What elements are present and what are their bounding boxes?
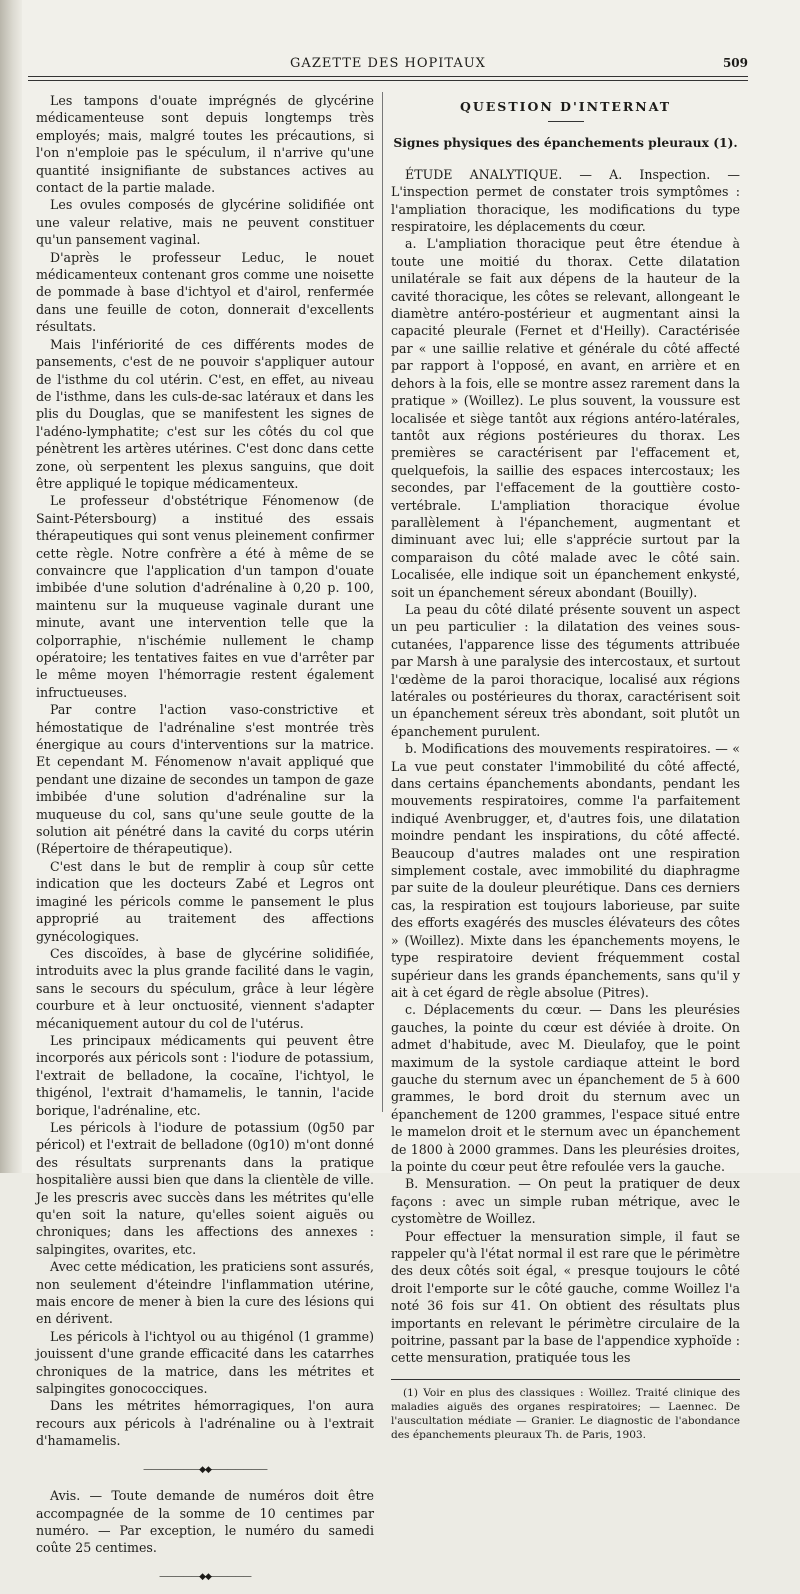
paragraph: La peau du côté dilaté présente souvent un aspect un peu particulier : la dilatation des veines sous-cutanées, l'apparence lisse des téguments attribuée par Marsh à une paralysie des intercostaux, et surtout l'œdème de la paroi thoracique, localisé aux régions latérales ou postérieures du thorax, caractérisent soit un épanchement séreux très abondant, soit plutôt un épanchement purulent.: [391, 601, 740, 739]
paragraph: Les ovules composés de glycérine solidifiée ont une valeur relative, mais ne peuvent constituer qu'un pansement vaginal.: [36, 197, 374, 248]
paragraph: Par contre l'action vaso-constrictive et hémostatique de l'adrénaline s'est montrée très énergique au cours d'interventions sur la matrice. Et cependant M. Fénomenow n'avait appliqué que pendant une dizaine de secondes un tampon de gaze imbibée d'une solution d'adrénaline sur la muqueuse du col, sans qu'une seule goutte de la solution ait pénétré dans la cavité du corps utérin (Répertoire de thérapeutique).: [36, 702, 374, 857]
left-column: [36, 92, 374, 1594]
paragraph: Les principaux médicaments qui peuvent être incorporés aux péricols sont : l'iodure de potassium, l'extrait de belladone, la cocaïne, l'ichtyol, le thigénol, l'extrait d'hamamelis, le tannin, l'acide borique, l'adrénaline, etc.: [36, 1032, 374, 1118]
footnote: (1) Voir en plus des classiques : Woillez. Traité clinique des maladies aiguës des organes respiratoires; — Laennec. De l'auscultation médiate — Granier. Le diagnostic de l'abondance des épanchements pleuraux Th. de Paris, 1903.: [391, 1386, 740, 1441]
right-column: [391, 92, 740, 1442]
paragraph: Ces discoïdes, à base de glycérine solidifiée, introduits avec la plus grande facilité dans le vagin, sans le secours du spéculum, grâce à leur légère courbure et à leur onctuosité, viennent s'adapter mécaniquement autour du col de l'utérus.: [36, 945, 374, 1031]
paragraph: D'après le professeur Leduc, le nouet médicamenteux contenant gros comme une noisette de pommade à base d'ichtyol et d'airol, renfermée dans une feuille de coton, donnerait d'excellents résultats.: [36, 249, 374, 335]
paragraph: Les péricols à l'iodure de potassium (0g50 par péricol) et l'extrait de belladone (0g10) m'ont donné des résultats surprenants dans la pratique hospitalière aussi bien que dans la clientèle de ville. Je les prescris avec succès dans les métrites qu'elle qu'en soit la nature, qu'elles soient aiguës ou chroniques; dans les affections des annexes : salpingites, ovarites, etc.: [36, 1119, 374, 1257]
paragraph: Avec cette médication, les praticiens sont assurés, non seulement d'éteindre l'inflammation utérine, mais encore de mener à bien la cure des lésions qui en dérivent.: [36, 1259, 374, 1327]
header-rule-thin: [28, 80, 748, 81]
paragraph: c. Déplacements du cœur. — Dans les pleurésies gauches, la pointe du cœur est déviée à droite. On admet d'habitude, avec M. Dieulafoy, que le point maximum de la systole cardiaque atteint le bord gauche du sternum avec un épanchement de 5 à 600 grammes, le bord droit du sternum avec un épanchement de 1200 grammes, l'espace situé entre le mamelon droit et le sternum avec un épanchement de 1800 à 2000 grammes. Dans les pleurésies droites, la pointe du cœur peut être refoulée vers la gauche.: [391, 1002, 740, 1174]
paragraph: Dans les métrites hémorragiques, l'on aura recours aux péricols à l'adrénaline ou à l'extrait d'hamamelis.: [36, 1398, 374, 1449]
column-divider: [382, 92, 383, 1112]
paragraph: Les péricols à l'ichtyol ou au thigénol (1 gramme) jouissent d'une grande efficacité dans les catarrhes chroniques de la matrice, dans les métrites et salpingites gonococciques.: [36, 1328, 374, 1397]
paragraph: Le professeur d'obstétrique Fénomenow (de Saint-Pétersbourg) a institué des essais thérapeutiques qui sont venus pleinement confirmer cette règle. Notre confrère a été à même de se convaincre que l'application d'un tampon d'ouate imbibée d'une solution d'adrénaline à 0,20 p. 100, maintenu sur la muqueuse vaginale durant une minute, avant une intervention telle que la colporraphie, n'ischémie nullement le champ opératoire; les tentatives faites en vue d'arrêter par le même moyen l'hémorragie restent également infructueuses.: [36, 493, 374, 700]
paragraph: b. Modifications des mouvements respiratoires. — « La vue peut constater l'immobilité du côté affecté, dans certains épanchements abondants, pendant les mouvements respiratoires, comme l'a parfaitement indiqué Avenbrugger, et, d'autres fois, une dilatation moindre pendant les inspirations, du côté affecté. Beaucoup d'autres malades ont une respiration simplement costale, avec immobilité du diaphragme par suite de la douleur pleurétique. Dans ces derniers cas, la respiration est toujours laborieuse, par suite des efforts exagérés des muscles élévateurs des côtes » (Woillez). Mixte dans les épanchements moyens, le type respiratoire devient fréquemment costal supérieur dans les grands épanchements, sans qu'il y ait à cet égard de règle absolue (Pitres).: [391, 741, 740, 1000]
footnote-rule: [391, 1379, 740, 1380]
paragraph: a. L'ampliation thoracique peut être étendue à toute une moitié du thorax. Cette dilatation unilatérale se fait aux dépens de la hauteur de la cavité thoracique, les côtes se relevant, allongeant le diamètre antéro-postérieur et augmentant ainsi la capacité pleurale (Fernet et d'Heilly). Caractérisée par « une saillie relative et générale du côté affecté par rapport à l'opposé, en avant, en arrière et en dehors à la fois, elle se montre assez rarement dans la pratique » (Woillez). Le plus souvent, la voussure est localisée et siège tantôt aux régions antéro-latérales, tantôt aux régions postérieures du thorax. Les premières se caractérisent par l'effacement et, quelquefois, la saillie des espaces intercostaux; les secondes, par l'effacement de la gouttière costo-vertébrale. L'ampliation thoracique évolue parallèlement à l'épanchement, augmentant et diminuant avec lui; elle s'apprécie surtout par la comparaison du côté malade avec le côté sain. Localisée, elle indique soit un épanchement enkysté, soit un épanchement séreux abondant (Bouilly).: [391, 236, 740, 600]
paragraph: ÉTUDE ANALYTIQUE. — A. Inspection. — L'inspection permet de constater trois symptômes : l'ampliation thoracique, les modifications du type respiratoire, les déplacements du cœur.: [391, 166, 740, 235]
title-rule: [548, 121, 584, 122]
paragraph: C'est dans le but de remplir à coup sûr cette indication que les docteurs Zabé et Legros ont imaginé les péricols comme le pansement le plus approprié au traitement des affections gynécologiques.: [36, 858, 374, 944]
paragraph: B. Mensuration. — On peut la pratiquer de deux façons : avec un simple ruban métrique, avec le cystomètre de Woillez.: [391, 1176, 740, 1227]
journal-title: GAZETTE DES HOPITAUX: [290, 56, 486, 71]
ornament-divider: —————◆◆—————: [159, 1571, 251, 1582]
page-header: [28, 48, 748, 78]
header-rule: [28, 76, 748, 77]
article-subtitle: Signes physiques des épanchements pleuraux (1).: [393, 135, 738, 151]
page-number: 509: [722, 56, 748, 70]
paragraph: Mais l'infériorité de ces différents modes de pansements, c'est de ne pouvoir s'appliquer autour de l'isthme du col utérin. C'est, en effet, au niveau de l'isthme, dans les culs-de-sac latéraux et dans les plis du Douglas, que se manifestent les signes de l'adéno-lymphatite; c'est sur les côtés du col que pénètrent les artères utérines. C'est donc dans cette zone, où serpentent les plexus sanguins, que doit être appliqué le topique médicamenteux.: [36, 336, 374, 491]
book-spine-shadow: [0, 0, 22, 1173]
paragraph: Pour effectuer la mensuration simple, il faut se rappeler qu'à l'état normal il est rare que le périmètre des deux côtés soit égal, « presque toujours le côté droit l'emporte sur le côté gauche, comme Woillez l'a noté 36 fois sur 41. On obtient des résultats plus importants en relevant le périmètre circulaire de la poitrine, passant par la base de l'appendice xyphoïde : cette mensuration, pratiquée tous les: [391, 1228, 740, 1366]
section-title: QUESTION D'INTERNAT: [459, 99, 672, 114]
ornament-divider: ———————◆◆———————: [143, 1464, 267, 1475]
paragraph: Les tampons d'ouate imprégnés de glycérine médicamenteuse sont depuis longtemps très employés; mais, malgré toutes les précautions, si l'on n'emploie pas le spéculum, il n'arrive qu'une quantité insignifiante de substances actives au contact de la partie malade.: [36, 93, 374, 196]
avis-notice: Avis. — Toute demande de numéros doit être accompagnée de la somme de 10 centimes par numéro. — Par exception, le numéro du samedi coûte 25 centimes.: [36, 1488, 374, 1556]
